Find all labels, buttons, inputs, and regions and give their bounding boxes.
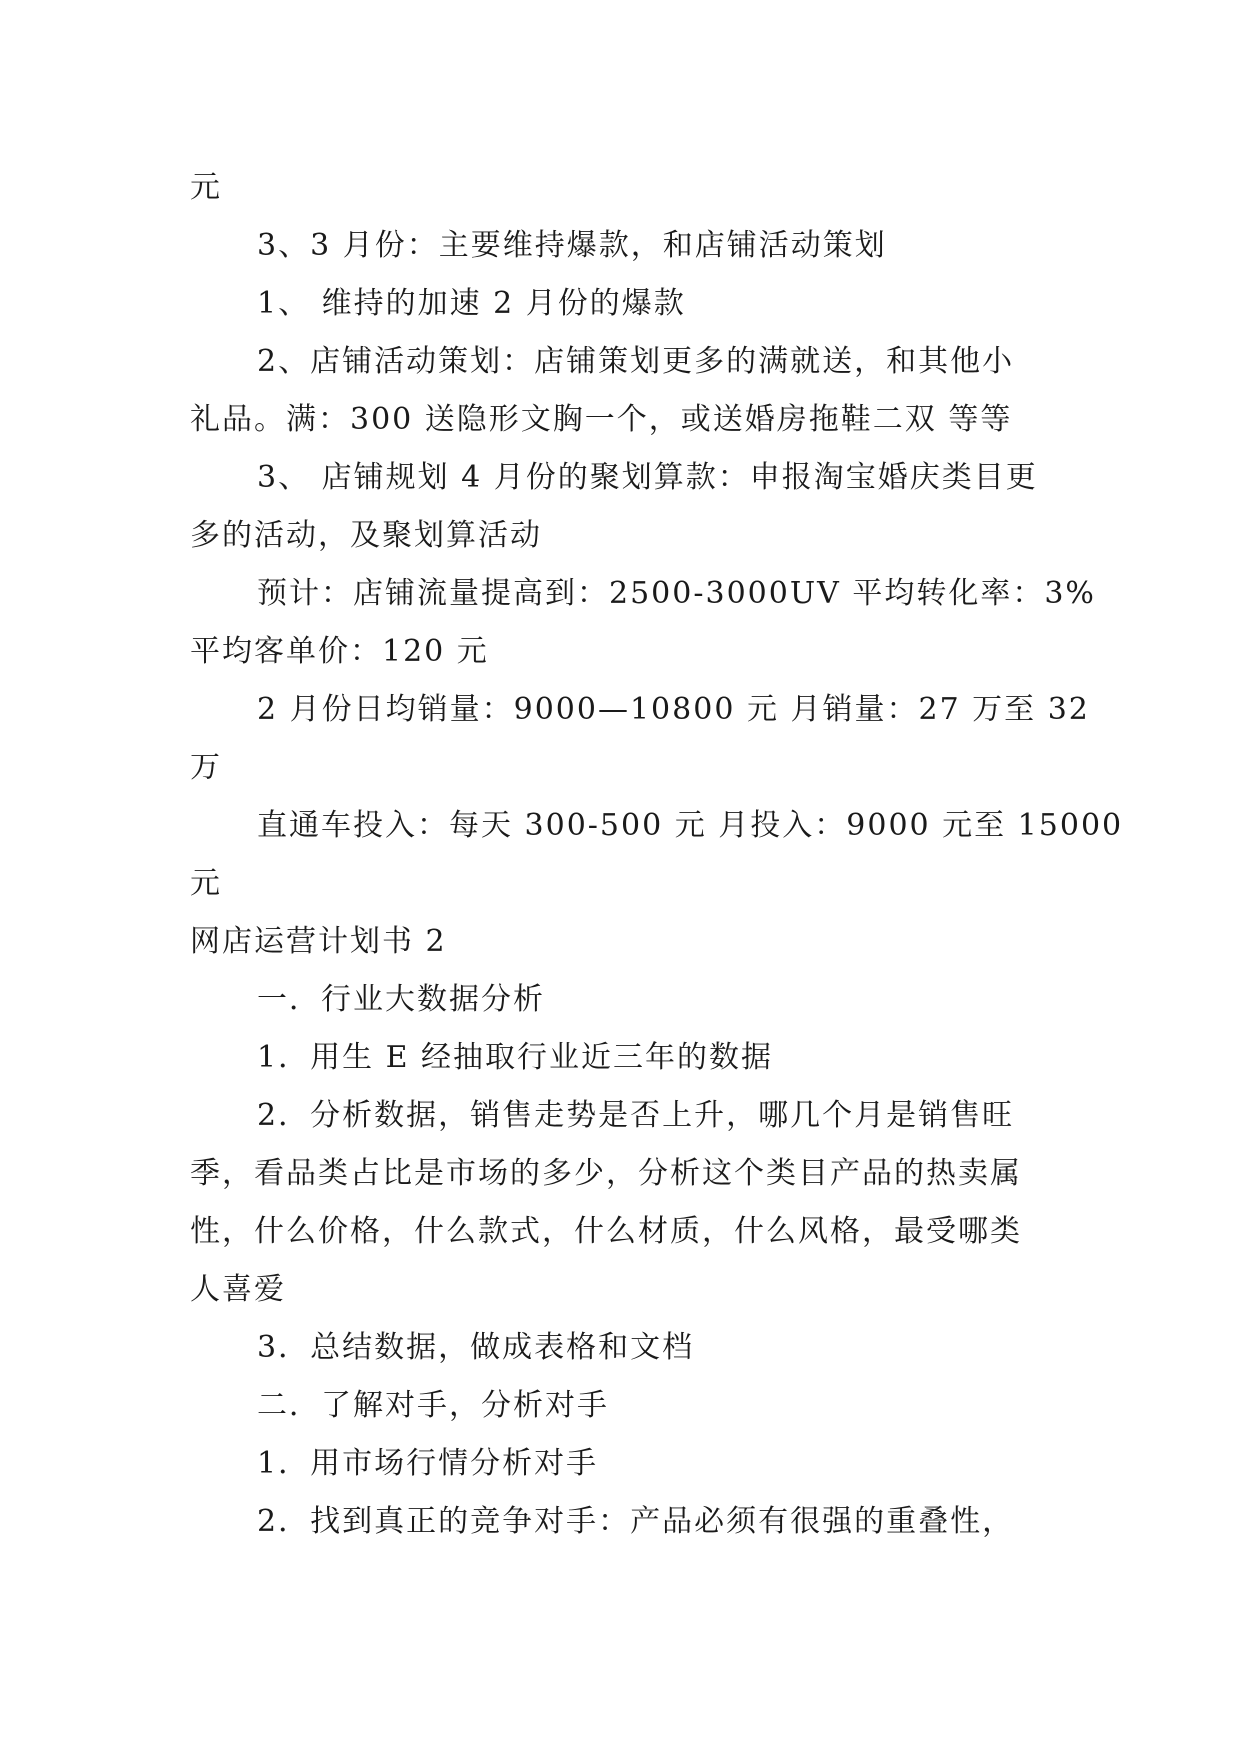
text-line: 元 [190,170,222,205]
text-line: 季，看品类占比是市场的多少，分析这个类目产品的热卖属 [190,1156,1022,1191]
text-line: 礼品。满：300 送隐形文胸一个，或送婚房拖鞋二双 等等 [190,402,1013,437]
text-line: 预计：店铺流量提高到：2500-3000UV 平均转化率：3% [257,576,1096,611]
text-line: 人喜爱 [190,1272,286,1307]
text-line: 直通车投入：每天 300-500 元 月投入：9000 元至 15000 [257,808,1124,843]
text-line: 2．分析数据，销售走势是否上升，哪几个月是销售旺 [257,1098,1015,1133]
text-line: 二．了解对手，分析对手 [257,1388,609,1423]
section-heading: 网店运营计划书 2 [190,924,447,959]
text-line: 1．用生 E 经抽取行业近三年的数据 [257,1040,774,1075]
text-line: 性，什么价格，什么款式，什么材质，什么风格，最受哪类 [190,1214,1022,1249]
text-line: 3．总结数据，做成表格和文档 [257,1330,695,1365]
text-line: 一．行业大数据分析 [257,982,545,1017]
text-line: 万 [190,750,222,785]
text-line: 3、3 月份：主要维持爆款，和店铺活动策划 [257,228,887,263]
text-line: 1．用市场行情分析对手 [257,1446,599,1481]
text-line: 元 [190,866,222,901]
text-line: 2 月份日均销量：9000—10800 元 月销量：27 万至 32 [257,692,1090,727]
text-line: 2、店铺活动策划：店铺策划更多的满就送，和其他小 [257,344,1015,379]
text-line: 2．找到真正的竞争对手：产品必须有很强的重叠性， [257,1504,1015,1539]
text-line: 1、 维持的加速 2 月份的爆款 [257,286,686,321]
text-line: 平均客单价：120 元 [190,634,489,669]
text-line: 3、 店铺规划 4 月份的聚划算款：申报淘宝婚庆类目更 [257,460,1038,495]
text-line: 多的活动，及聚划算活动 [190,518,542,553]
